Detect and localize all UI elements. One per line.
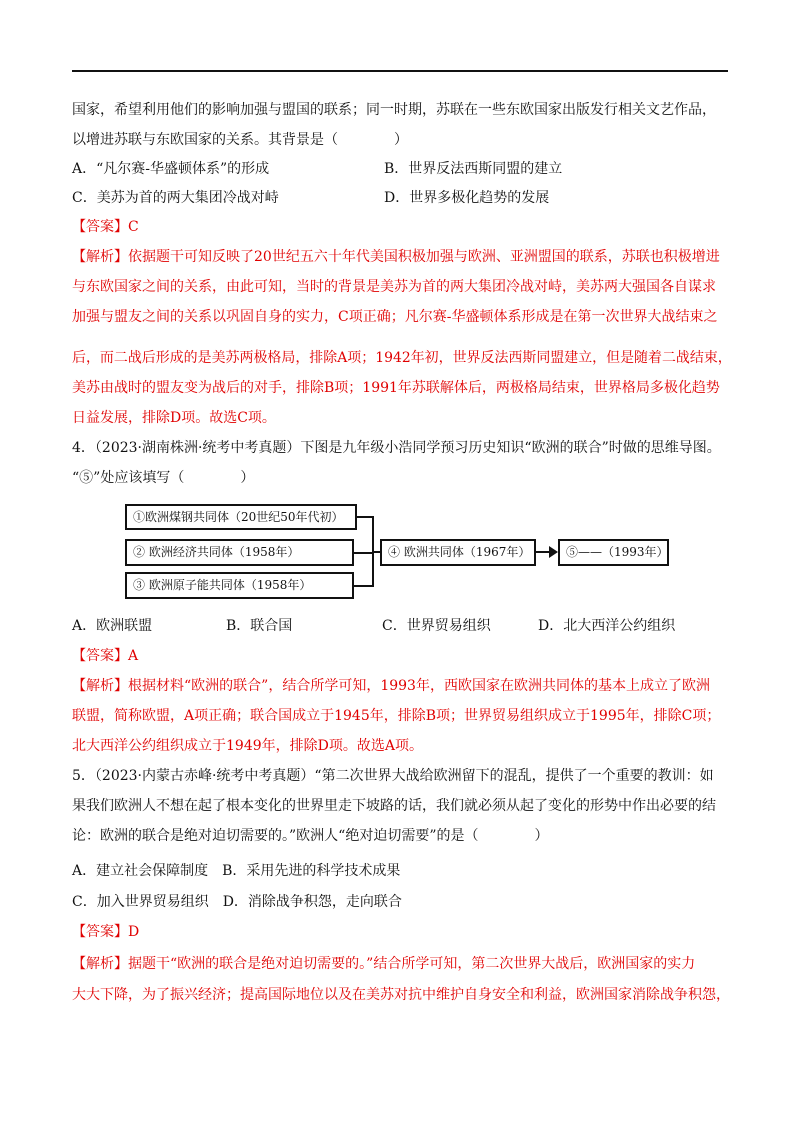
q3-answer: 【答案】C: [72, 219, 139, 235]
mind-map-box-ec: ④ 欧洲共同体（1967年）: [380, 539, 536, 566]
q3-analysis-line: 加强与盟友之间的关系以巩固自身的实力，C项正确；凡尔赛-华盛顿体系形成是在第一次世界大战结束之: [72, 309, 718, 325]
arrow-head-icon: [549, 546, 558, 558]
connector-line: [372, 551, 380, 553]
q5-analysis-line: 大大下降，为了振兴经济；提高国际地位以及在美苏对抗中维护自身安全和利益，欧洲国家消除战争积怨，: [72, 987, 730, 1003]
q4-stem-line-1: 4．（2023·湖南株洲·统考中考真题）下图是九年级小浩同学预习历史知识“欧洲的联合”时做的思维导图。: [72, 440, 721, 456]
mind-map-box-eec: ② 欧洲经济共同体（1958年）: [125, 539, 354, 566]
arrow-line: [536, 551, 550, 553]
connector-line: [354, 552, 374, 554]
mind-map-box-eu-blank: ⑤——（1993年）: [558, 539, 669, 566]
q4-analysis-line: 联盟，简称欧盟，A项正确；联合国成立于1945年，排除B项；世界贸易组织成立于1995年，排除C项；: [72, 708, 721, 724]
q4-option-b: B．联合国: [226, 618, 293, 634]
q3-analysis-line: 与东欧国家之间的关系，由此可知，当时的背景是美苏为首的两大集团冷战对峙，美苏两大强国各自谋求: [72, 279, 716, 295]
q4-answer: 【答案】A: [72, 648, 139, 664]
q4-option-a: A．欧洲联盟: [72, 618, 153, 634]
q5-answer: 【答案】D: [72, 924, 140, 940]
q3-stem-line-2: 以增进苏联与东欧国家的关系。其背景是（ ）: [72, 132, 408, 148]
q3-stem-line-1: 国家，希望利用他们的影响加强与盟国的联系；同一时期，苏联在一些东欧国家出版发行相关文艺作品，: [72, 102, 716, 118]
q5-options-ab: A．建立社会保障制度 B．采用先进的科学技术成果: [72, 863, 401, 879]
q5-options-cd: C．加入世界贸易组织 D．消除战争积怨，走向联合: [72, 894, 402, 910]
q4-stem-line-2: “⑤”处应该填写（ ）: [72, 470, 255, 486]
q5-stem-line: 果我们欧洲人不想在起了根本变化的世界里走下坡路的话，我们就必须从起了变化的形势中作出必要的结: [72, 798, 716, 814]
mind-map-box-ecsc: ①欧洲煤钢共同体（20世纪50年代初）: [125, 504, 357, 530]
header-rule: [72, 70, 728, 72]
q3-analysis-line: 美苏由战时的盟友变为战后的对手，排除B项；1991年苏联解体后，两极格局结束，世界格局多极化趋势: [72, 380, 720, 396]
q3-analysis-line: 日益发展，排除D项。故选C项。: [72, 410, 276, 426]
q4-analysis-line: 北大西洋公约组织成立于1949年，排除D项。故选A项。: [72, 738, 423, 754]
q3-option-a: A．“凡尔赛-华盛顿体系”的形成: [72, 161, 270, 177]
q3-option-d: D．世界多极化趋势的发展: [384, 190, 550, 206]
q3-analysis-line: 后，而二战后形成的是美苏两极格局，排除A项；1942年初，世界反法西斯同盟建立，但是随着二战结束，: [72, 350, 732, 366]
q3-option-c: C．美苏为首的两大集团冷战对峙: [72, 190, 279, 206]
q3-analysis-line: 【解析】依据题干可知反映了20世纪五六十年代美国积极加强与欧洲、亚洲盟国的联系，苏联也积极增进: [72, 249, 720, 265]
q3-option-b: B．世界反法西斯同盟的建立: [384, 161, 563, 177]
q5-stem-line: 5．（2023·内蒙古赤峰·统考中考真题）“第二次世界大战给欧洲留下的混乱，提供了一个重要的教训：如: [72, 768, 714, 784]
q4-option-c: C．世界贸易组织: [382, 618, 491, 634]
q5-analysis-line: 【解析】据题干“欧洲的联合是绝对迫切需要的。”结合所学可知，第二次世界大战后，欧洲国家的实力: [72, 956, 696, 972]
connector-line: [354, 585, 374, 587]
q4-analysis-line: 【解析】根据材料“欧洲的联合”，结合所学可知，1993年，西欧国家在欧洲共同体的基本上成立了欧洲: [72, 678, 710, 694]
q5-stem-line: 论：欧洲的联合是绝对迫切需要的。”欧洲人“绝对迫切需要”的是（ ）: [72, 828, 549, 844]
mind-map-box-euratom: ③ 欧洲原子能共同体（1958年）: [125, 572, 354, 599]
q4-option-d: D．北大西洋公约组织: [538, 618, 676, 634]
